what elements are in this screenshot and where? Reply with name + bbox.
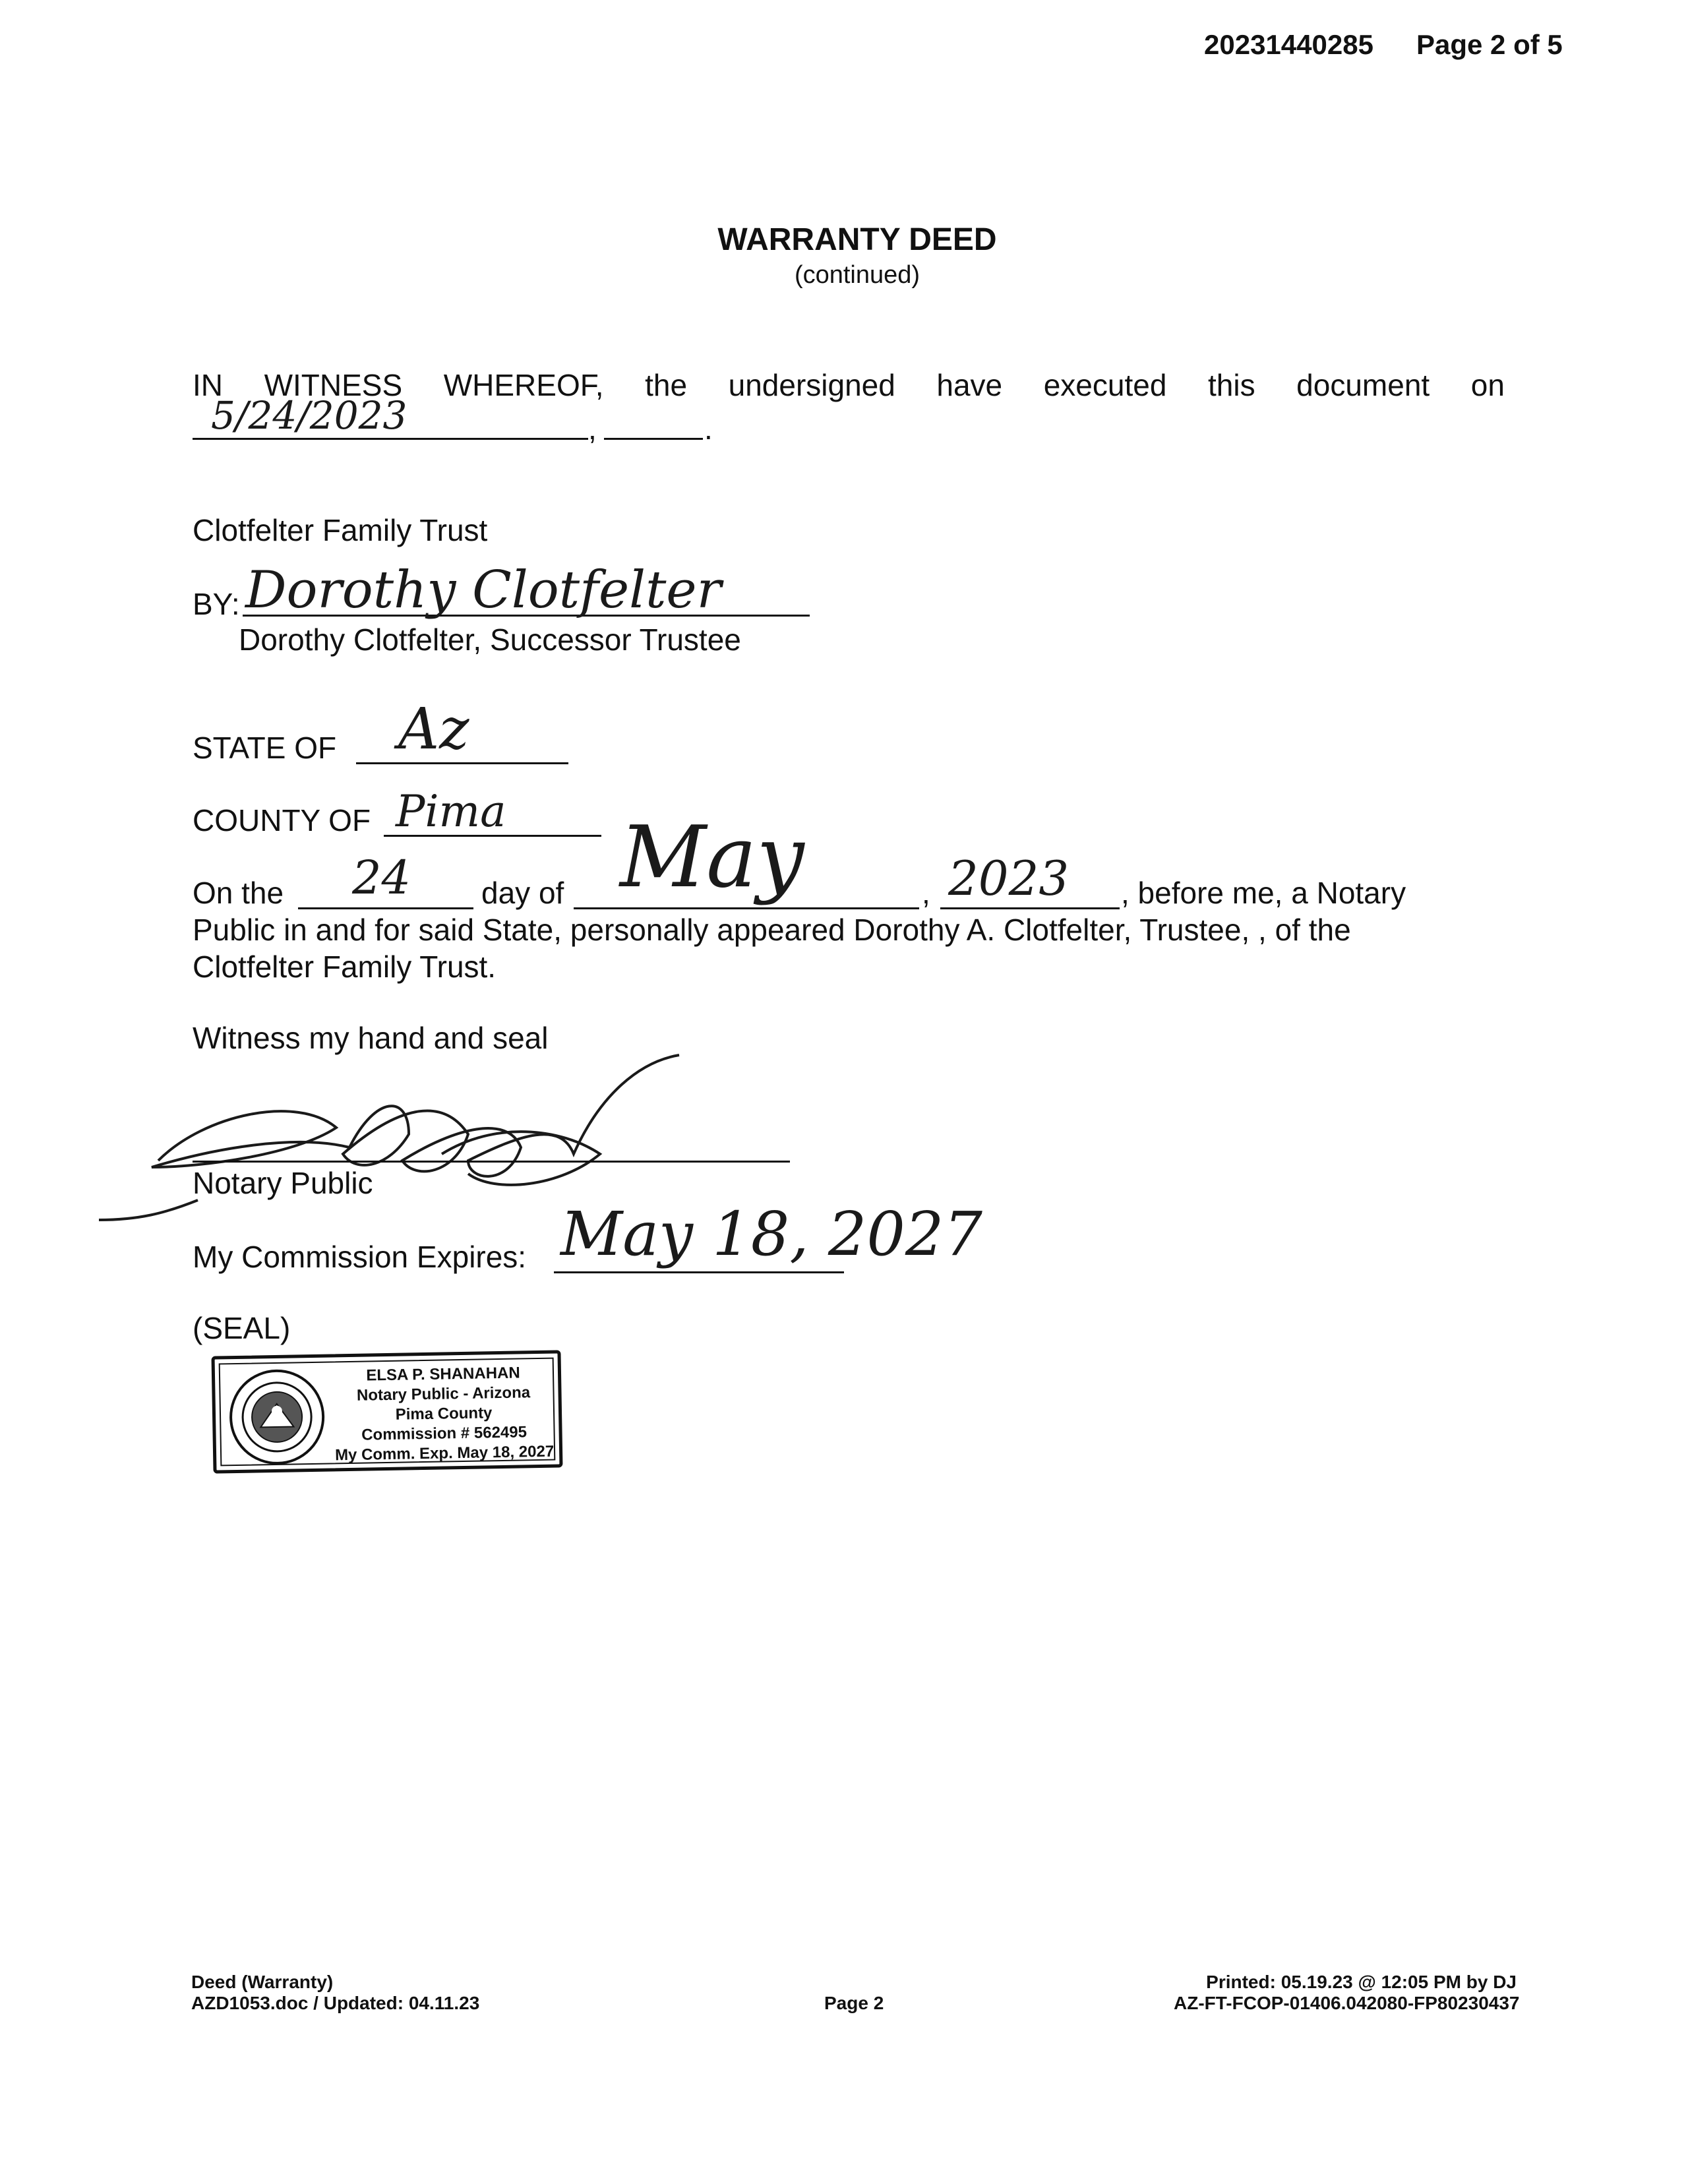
year-underline: [604, 438, 703, 440]
footer-file-id: AZ-FT-FCOP-01406.042080-FP80230437: [1174, 1993, 1520, 2013]
signer-name-title: Dorothy Clotfelter, Successor Trustee: [239, 622, 741, 657]
witness-word: WITNESS: [264, 368, 403, 402]
stamp-county: Pima County: [395, 1404, 493, 1424]
trustee-signature: Dorothy Clotfelter: [245, 561, 721, 620]
state-seal-emblem: [227, 1367, 328, 1468]
document-number: 20231440285: [1204, 29, 1373, 60]
ack-paragraph-line2: Public in and for said State, personally appeared Dorothy A. Clotfelter, Trustee, , of the: [193, 913, 1351, 947]
month-underline: [574, 907, 919, 909]
date-comma: ,: [588, 411, 597, 446]
witness-word: the: [645, 368, 688, 402]
footer-doc-type: Deed (Warranty): [191, 1972, 334, 1992]
trust-name: Clotfelter Family Trust: [193, 513, 488, 547]
stamp-notary-title: Notary Public - Arizona: [356, 1383, 531, 1405]
commission-expiration: May 18, 2027: [560, 1199, 982, 1269]
state-value: Az: [398, 696, 469, 762]
month-comma: ,: [922, 876, 930, 910]
witness-word: this: [1208, 368, 1255, 402]
commission-underline: [554, 1271, 844, 1273]
notary-stamp: [211, 1350, 562, 1473]
footer-left: [191, 1972, 479, 2014]
footer-printed: Printed: 05.19.23 @ 12:05 PM by DJ: [1206, 1972, 1517, 1992]
witness-word: executed: [1043, 368, 1167, 402]
on-the-label: On the: [193, 876, 284, 910]
before-me-text: , before me, a Notary: [1121, 876, 1406, 910]
witness-word: IN: [193, 368, 223, 402]
handwritten-execution-date: 5/24/2023: [211, 393, 407, 438]
stamp-notary-name: ELSA P. SHANAHAN: [366, 1364, 520, 1385]
by-label: BY:: [193, 587, 240, 621]
footer-right: [1174, 1972, 1520, 2014]
notary-public-label: Notary Public: [193, 1166, 373, 1200]
date-underline: [193, 438, 588, 440]
witness-word: on: [1470, 368, 1505, 402]
month-value: May: [620, 808, 804, 907]
year-underline-ack: [940, 907, 1120, 909]
stamp-commission-number: Commission # 562495: [361, 1423, 528, 1444]
date-period: .: [704, 411, 713, 446]
state-label: STATE OF: [193, 731, 337, 765]
county-label: COUNTY OF: [193, 803, 371, 837]
document-subtitle: (continued): [794, 261, 920, 289]
day-of-label: day of: [481, 876, 564, 910]
stamp-expiration: My Comm. Exp. May 18, 2027: [334, 1442, 555, 1465]
witness-word: document: [1296, 368, 1430, 402]
witness-word: have: [936, 368, 1003, 402]
day-value: 24: [352, 851, 411, 905]
commission-label: My Commission Expires:: [193, 1240, 527, 1274]
witness-word: undersigned: [728, 368, 895, 402]
ack-paragraph-line3: Clotfelter Family Trust.: [193, 950, 497, 984]
seal-label: (SEAL): [193, 1311, 291, 1345]
witness-hand-seal: Witness my hand and seal: [193, 1021, 549, 1055]
document-title: WARRANTY DEED: [717, 222, 997, 257]
state-underline: [356, 762, 568, 764]
county-value: Pima: [396, 786, 506, 837]
footer-doc-file: AZD1053.doc / Updated: 04.11.23: [191, 1993, 480, 2013]
notary-signature-line: [193, 1161, 790, 1163]
year-value: 2023: [948, 851, 1070, 906]
page-indicator: Page 2 of 5: [1416, 29, 1563, 60]
witness-word: WHEREOF,: [443, 368, 604, 402]
day-underline: [298, 907, 473, 909]
footer-page-number: Page 2: [824, 1993, 884, 2013]
